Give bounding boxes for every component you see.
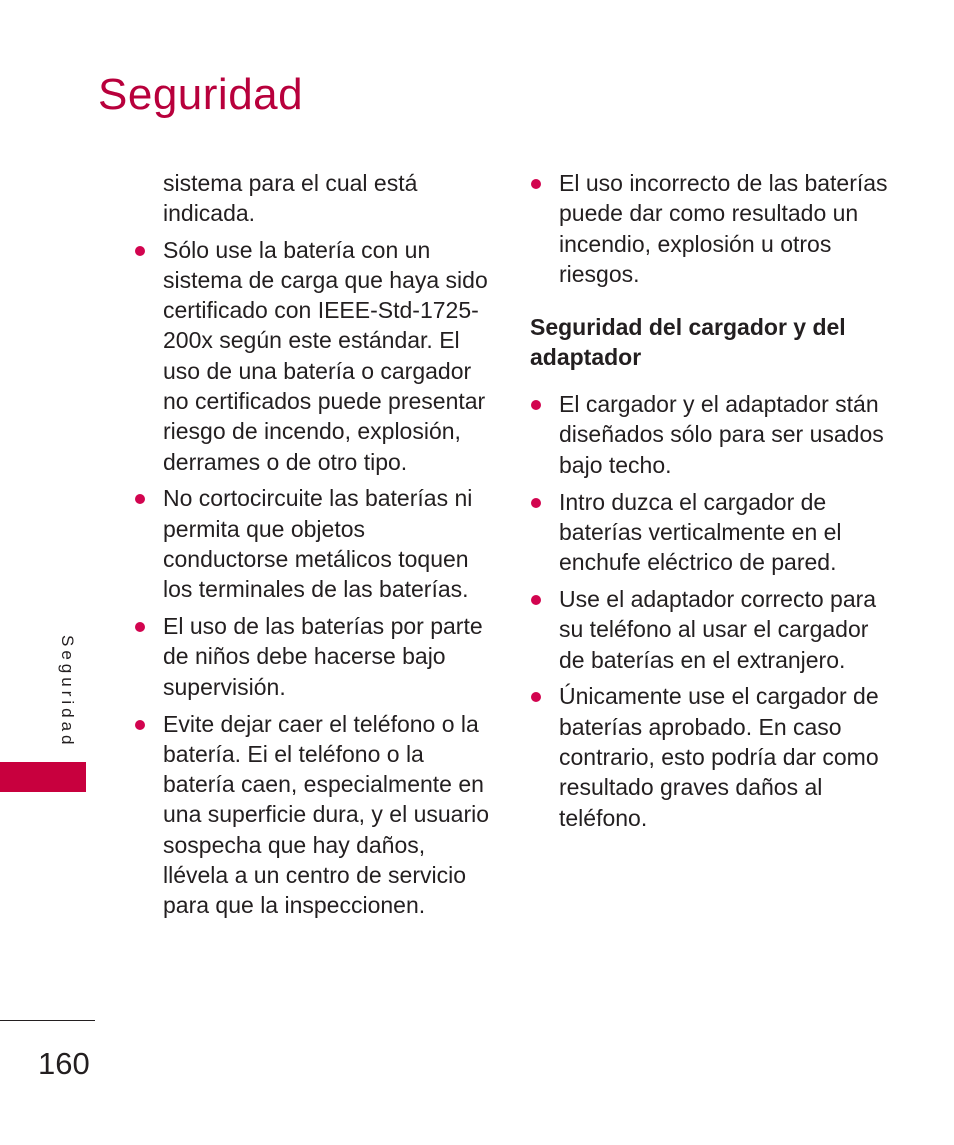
list-item: [530, 389, 890, 480]
page-number: 160: [38, 1046, 90, 1081]
side-tab-marker: [0, 762, 86, 792]
list-item: [134, 709, 490, 921]
side-tab-label: Seguridad: [58, 635, 77, 749]
list-item: [530, 681, 890, 832]
bullet-icon: [531, 692, 541, 702]
bullet-icon: [135, 622, 145, 632]
list-item-text: Intro duzca el cargador de baterías verticalmente en el enchufe eléctrico de pared.: [559, 488, 842, 576]
page-title: Seguridad: [98, 70, 304, 119]
list-item: [530, 168, 890, 289]
list-item: [134, 483, 490, 604]
list-item-text: Únicamente use el cargador de baterías aprobado. En caso contrario, esto podría dar como resultado graves daños al teléfono.: [559, 683, 879, 831]
bullet-icon: [135, 720, 145, 730]
list-item-text: Use el adaptador correcto para su teléfono al usar el cargador de baterías en el extranjero.: [559, 585, 877, 673]
list-item-text: Sólo use la batería con un sistema de carga que haya sido certificado con IEEE-Std-1725-200x según este estándar. El uso de una batería o cargador no certificados puede presentar riesgo de incendo, explosión, derrames o de otro tipo.: [163, 236, 488, 475]
list-item-text: No cortocircuite las baterías ni permita que objetos conductorse metálicos toquen los terminales de las baterías.: [163, 485, 473, 603]
list-item-text: El uso de las baterías por parte de niños debe hacerse bajo supervisión.: [163, 613, 483, 700]
list-item: [530, 487, 890, 578]
list-item: [134, 611, 490, 702]
bullet-icon: [135, 246, 145, 256]
section-heading: Seguridad del cargador y del adaptador: [530, 314, 846, 371]
bullet-icon: [531, 595, 541, 605]
intro-paragraph: sistema para el cual está indicada.: [163, 170, 418, 227]
list-item-text: Evite dejar caer el teléfono o la batería. Ei el teléfono o la batería caen, especialmente en una superficie dura, y el usuario sospecha que hay daños, llévela a un centro de servicio para que la inspeccionen.: [163, 710, 490, 919]
bullet-icon: [531, 400, 541, 410]
list-item: [134, 235, 490, 477]
list-item: [530, 584, 890, 675]
bullet-icon: [135, 494, 145, 504]
left-column: [134, 168, 490, 927]
footer-divider: [0, 1020, 95, 1021]
bullet-icon: [531, 498, 541, 508]
bullet-icon: [531, 179, 541, 189]
list-item-text: El cargador y el adaptador stán diseñados sólo para ser usados bajo techo.: [559, 391, 884, 478]
right-column: [530, 168, 890, 839]
list-item-text: El uso incorrecto de las baterías puede dar como resultado un incendio, explosión u otros riesgos.: [559, 170, 888, 287]
